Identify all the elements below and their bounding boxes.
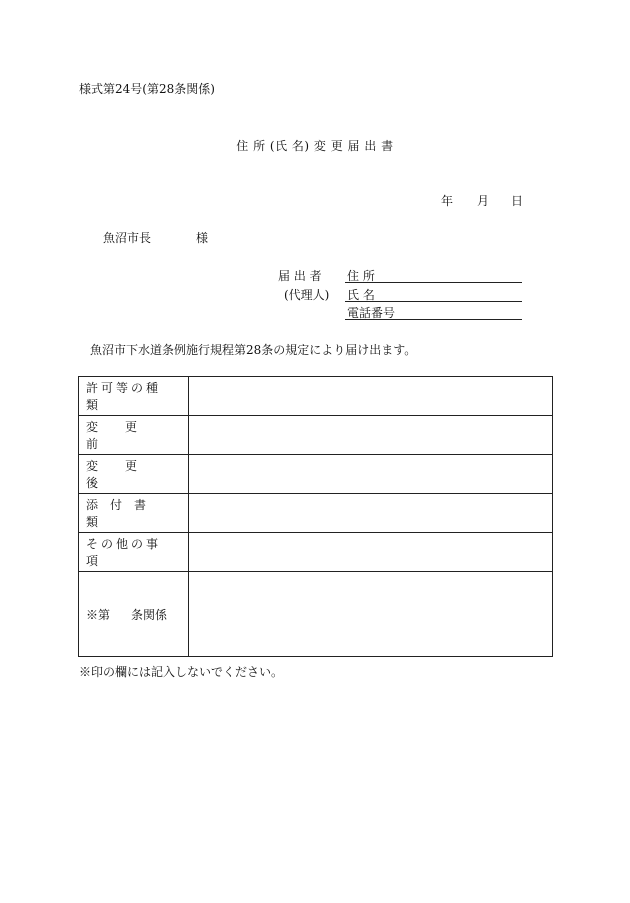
row-label: その他の事項 xyxy=(79,533,189,572)
row-value[interactable] xyxy=(189,572,553,657)
row-label-prefix: ※第 xyxy=(86,607,111,622)
row-value[interactable] xyxy=(189,416,553,455)
details-table xyxy=(78,376,553,657)
row-label: 許可等の種類 xyxy=(79,377,189,416)
form-number: 様式第24号(第28条関係) xyxy=(79,82,215,96)
row-label: 添付書類 xyxy=(79,494,189,533)
address-underline xyxy=(345,282,522,283)
row-value[interactable] xyxy=(189,377,553,416)
row-label: 変更前 xyxy=(79,416,189,455)
table-row xyxy=(79,377,553,416)
agent-label: (代理人) xyxy=(284,288,330,302)
date-year: 年 xyxy=(441,194,454,208)
table-row xyxy=(79,416,553,455)
addressee-name: 魚沼市長 xyxy=(103,231,152,245)
row-value[interactable] xyxy=(189,533,553,572)
row-label xyxy=(79,572,189,657)
row-value[interactable] xyxy=(189,494,553,533)
submitter-label: 届 出 者 xyxy=(278,269,322,283)
address-label: 住 所 xyxy=(347,269,375,283)
footnote: ※印の欄には記入しないでください。 xyxy=(79,665,284,679)
table-row xyxy=(79,533,553,572)
addressee-honorific: 様 xyxy=(196,231,209,245)
table-row xyxy=(79,572,553,657)
document-title: 住 所 (氏 名) 変 更 届 出 書 xyxy=(236,139,394,153)
row-label: 変更後 xyxy=(79,455,189,494)
date-month: 月 xyxy=(477,194,490,208)
row-label-suffix: 条関係 xyxy=(130,607,167,622)
table-row xyxy=(79,455,553,494)
row-value[interactable] xyxy=(189,455,553,494)
statement: 魚沼市下水道条例施行規程第28条の規定により届け出ます。 xyxy=(90,343,417,357)
phone-underline xyxy=(345,319,522,320)
name-underline xyxy=(345,301,522,302)
date-day: 日 xyxy=(511,194,524,208)
table-row xyxy=(79,494,553,533)
phone-label: 電話番号 xyxy=(347,306,396,320)
name-label: 氏 名 xyxy=(347,288,375,302)
